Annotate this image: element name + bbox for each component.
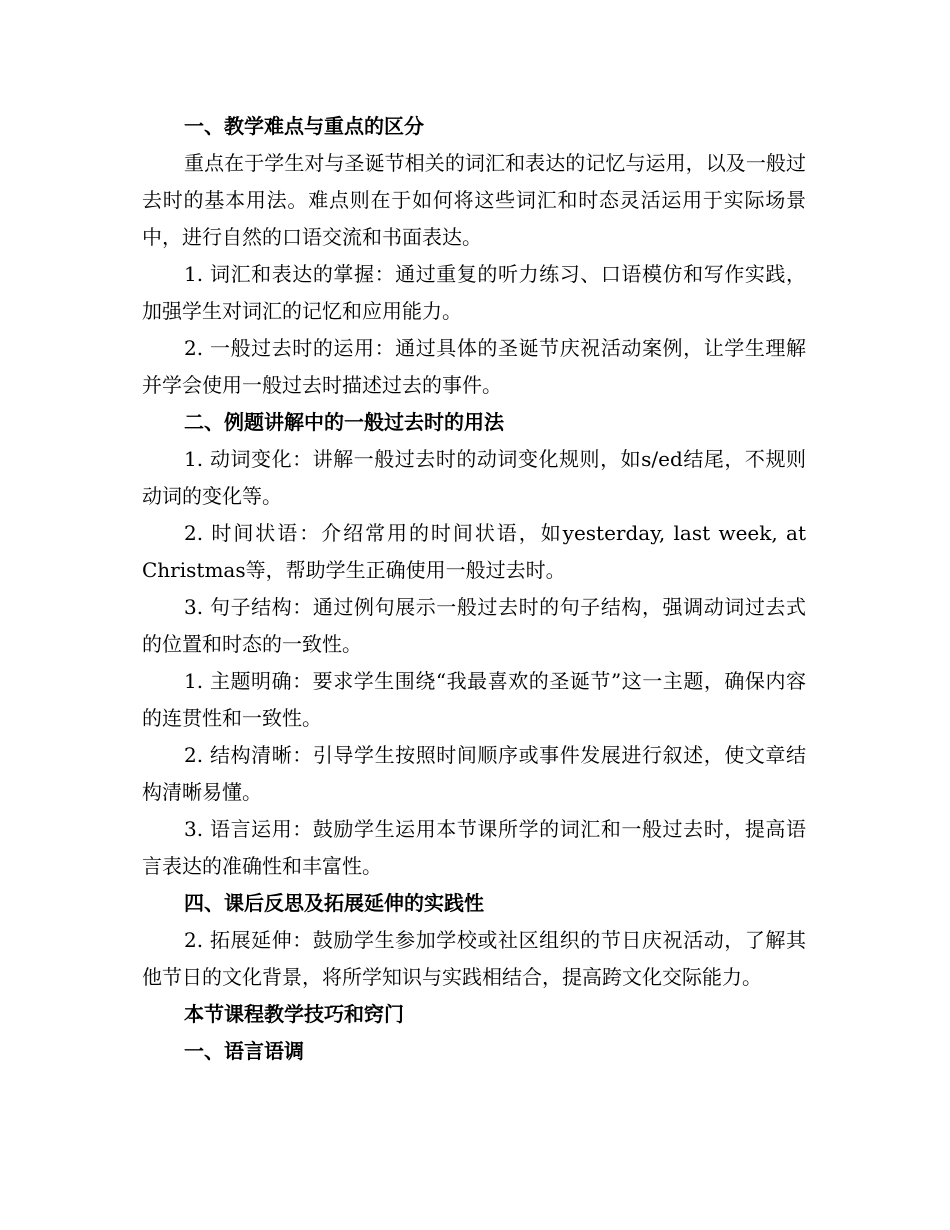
paragraph-past-tense-usage: 2. 一般过去时的运用：通过具体的圣诞节庆祝活动案例，让学生理解并学会使用一般过去时描述过去的事件。 [142,336,806,397]
document-page [142,108,806,1070]
paragraph-verb-changes: 1. 动词变化：讲解一般过去时的动词变化规则，如s/ed结尾，不规则动词的变化等。 [142,447,806,508]
paragraph-extension: 2. 拓展延伸：鼓励学生参加学校或社区组织的节日庆祝活动，了解其他节日的文化背景，将所学知识与实践相结合，提高跨文化交际能力。 [142,928,806,989]
section-heading-past-tense-examples: 二、例题讲解中的一般过去时的用法 [184,410,504,434]
section-heading-reflection-extension: 四、课后反思及拓展延伸的实践性 [184,891,484,915]
paragraph-time-adverbials: 2. 时间状语：介绍常用的时间状语，如yesterday, last week, at Christmas等，帮助学生正确使用一般过去时。 [142,521,806,582]
section-heading-difficulty-focus: 一、教学难点与重点的区分 [184,114,424,138]
paragraph-vocabulary-mastery: 1. 词汇和表达的掌握：通过重复的听力练习、口语模仿和写作实践，加强学生对词汇的记忆和应用能力。 [142,262,806,323]
section-heading-teaching-tips: 本节课程教学技巧和窍门 [184,1002,404,1026]
section-heading-intonation: 一、语言语调 [184,1039,304,1063]
paragraph-sentence-structure: 3. 句子结构：通过例句展示一般过去时的句子结构，强调动词过去式的位置和时态的一致性。 [142,595,806,656]
paragraph-language-use: 3. 语言运用：鼓励学生运用本节课所学的词汇和一般过去时，提高语言表达的准确性和丰富性。 [142,817,806,878]
paragraph-clear-theme: 1. 主题明确：要求学生围绕“我最喜欢的圣诞节”这一主题，确保内容的连贯性和一致性。 [142,669,806,730]
paragraph-focus-overview: 重点在于学生对与圣诞节相关的词汇和表达的记忆与运用，以及一般过去时的基本用法。难点则在于如何将这些词汇和时态灵活运用于实际场景中，进行自然的口语交流和书面表达。 [142,151,806,249]
paragraph-clear-structure: 2. 结构清晰：引导学生按照时间顺序或事件发展进行叙述，使文章结构清晰易懂。 [142,743,806,804]
